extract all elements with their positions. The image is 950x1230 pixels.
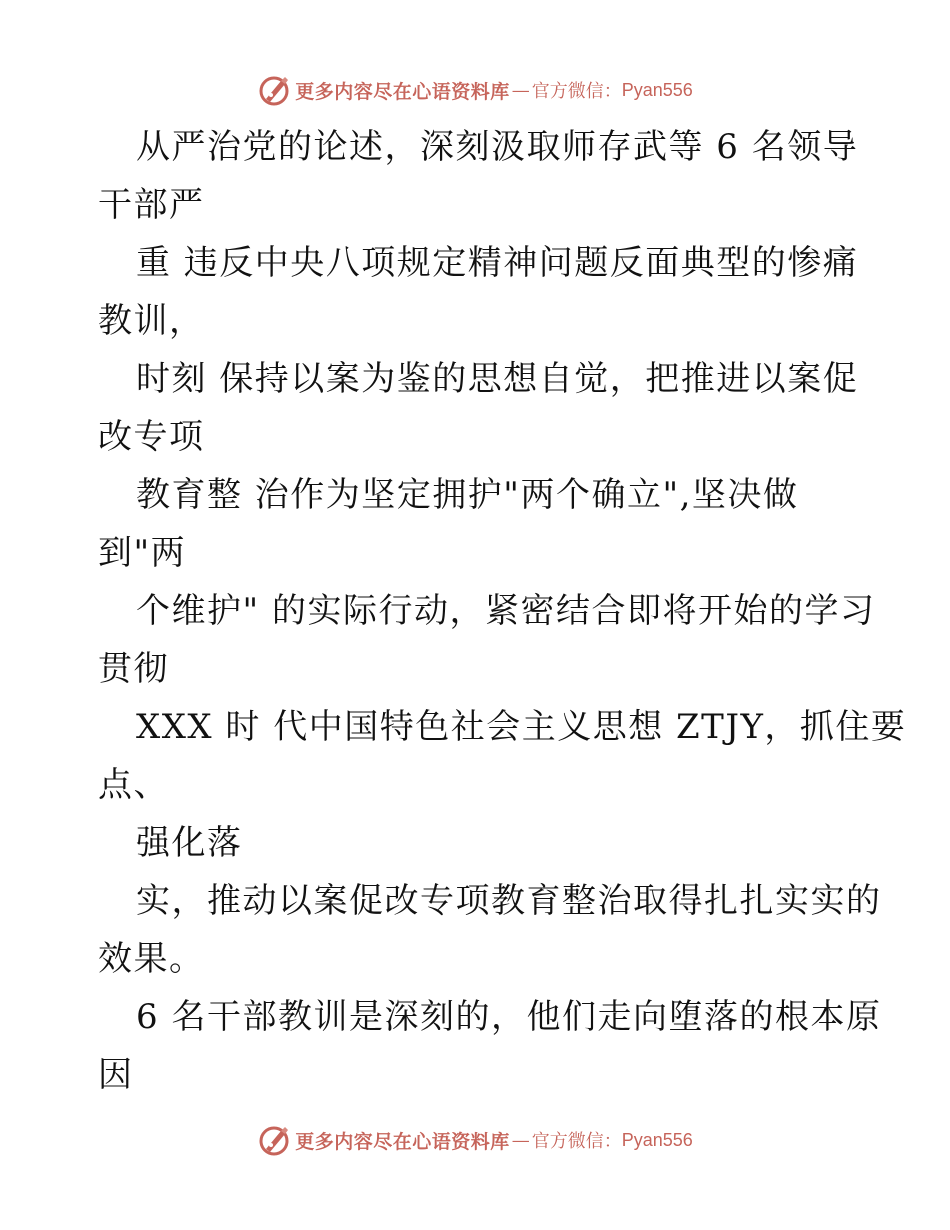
banner-dash: —: [511, 79, 530, 101]
banner-title: 更多内容尽在心语资料库: [295, 1130, 510, 1153]
text-line: 改专项: [98, 417, 205, 457]
document-body: [98, 118, 907, 1104]
banner-wechat-id: Pyan556: [621, 1129, 693, 1150]
text-line: 干部严: [98, 185, 205, 225]
banner-wechat-label: 官方微信：: [531, 81, 622, 102]
text-line: 点、: [98, 765, 169, 805]
text-line: 贯彻: [98, 649, 169, 689]
text-line: 到"两: [98, 533, 187, 573]
text-line: 因: [98, 1055, 134, 1095]
text-line: XXX 时 代中国特色社会主义思想 ZTJY，抓住要: [136, 707, 907, 747]
pen-logo-icon: [257, 1123, 291, 1157]
banner-wechat-id: Pyan556: [621, 79, 693, 100]
text-line: 效果。: [98, 939, 205, 979]
text-line: 实，推动以案促改专项教育整治取得扎扎实实的: [136, 881, 882, 921]
banner-dash: —: [511, 1129, 530, 1151]
text-line: 教育整 治作为坚定拥护"两个确立",坚决做: [136, 475, 799, 515]
banner-wechat-label: 官方微信：: [531, 1131, 622, 1152]
banner-title: 更多内容尽在心语资料库: [295, 80, 510, 103]
text-line: 从严治党的论述，深刻汲取师存武等 6 名领导: [136, 127, 859, 167]
text-line: 强化落: [136, 823, 243, 863]
text-line: 重 违反中央八项规定精神问题反面典型的惨痛: [136, 243, 859, 283]
text-line: 时刻 保持以案为鉴的思想自觉，把推进以案促: [136, 359, 859, 399]
footer-watermark-banner: [0, 1120, 950, 1160]
text-line: 教训，: [98, 301, 205, 341]
pen-logo-icon: [257, 73, 291, 107]
text-line: 个维护" 的实际行动，紧密结合即将开始的学习: [136, 591, 876, 631]
text-line: 6 名干部教训是深刻的，他们走向堕落的根本原: [136, 997, 882, 1037]
header-watermark-banner: [0, 70, 950, 110]
